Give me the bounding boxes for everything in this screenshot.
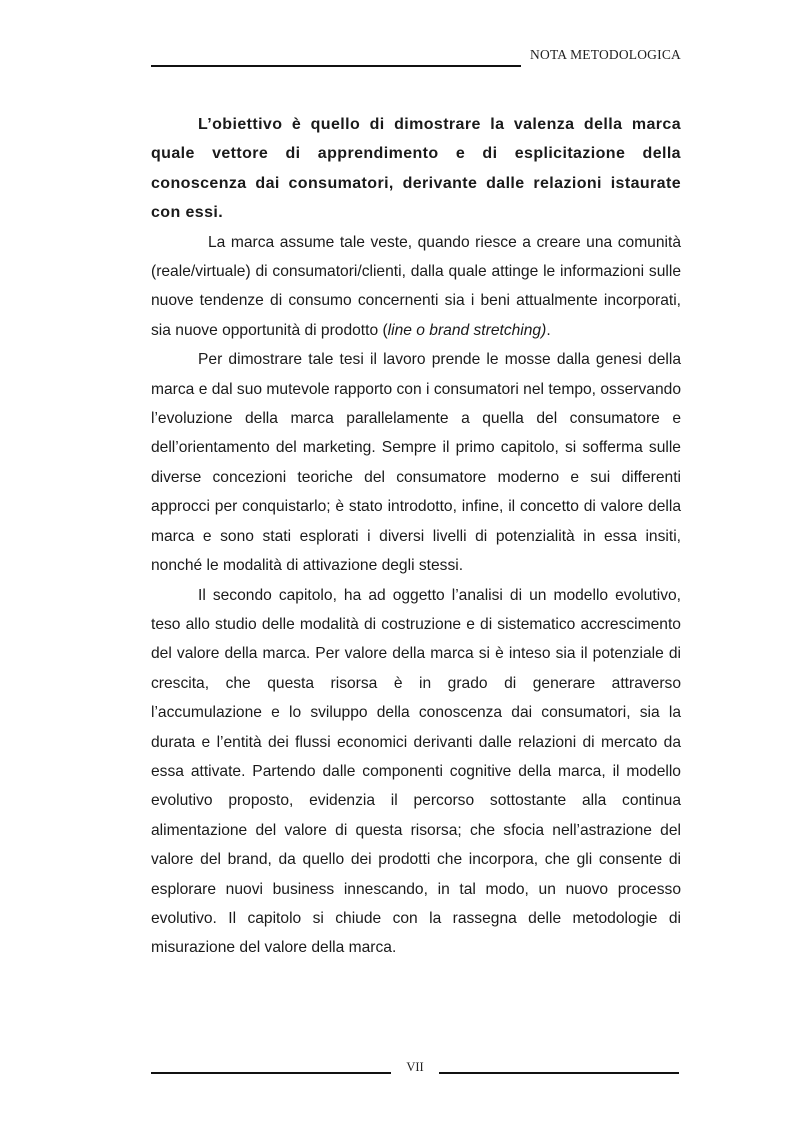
paragraph-2-italic: line o brand stretching) <box>387 321 547 339</box>
paragraph-2-end: . <box>546 321 551 339</box>
paragraph-2 <box>151 228 681 346</box>
page-body <box>151 110 681 963</box>
footer-rule-right <box>439 1072 679 1074</box>
page-number: VII <box>406 1060 424 1074</box>
paragraph-2-text: La marca assume tale veste, quando riesce a creare una comunità (reale/virtuale) di consumatori/clienti, dalla quale attinge le informazioni sulle nuove tendenze di consumo concernenti sia i beni attualmente incorporati, sia nuove opportunità di prodotto ( <box>151 233 681 339</box>
paragraph-3: Per dimostrare tale tesi il lavoro prende le mosse dalla genesi della marca e dal suo mutevole rapporto con i consumatori nel tempo, osservando l’evoluzione della marca parallelamente a quella del consumatore e dell’orientamento del marketing. Sempre il primo capitolo, si sofferma sulle diverse concezioni teoriche del consumatore moderno e sui differenti approcci per conquistarlo; è stato introdotto, infine, il concetto di valore della marca e sono stati esplorati i diversi livelli di potenzialità in essa insiti, nonché le modalità di attivazione degli stessi. <box>151 351 681 575</box>
footer-rule-left <box>151 1072 391 1074</box>
header-rule <box>151 65 521 67</box>
paragraph-4: Il secondo capitolo, ha ad oggetto l’analisi di un modello evolutivo, teso allo studio delle modalità di costruzione e di sistematico accrescimento del valore della marca. Per valore della marca si è inteso sia il potenziale di crescita, che questa risorsa è in grado di generare attraverso l’accumulazione e lo sviluppo della conoscenza dai consumatori, sia la durata e l’entità dei flussi economici derivanti dalle relazioni di mercato da essa attivate. Partendo dalle componenti cognitive della marca, il modello evolutivo proposto, evidenzia il percorso sottostante alla continua alimentazione del valore di questa risorsa; che sfocia nell’astrazione del valore del brand, da quello dei prodotti che incorpora, che gli consente di esplorare nuovi business innescando, in tal modo, un nuovo processo evolutivo. Il capitolo si chiude con la rassegna delle metodologie di misurazione del valore della marca. <box>151 586 681 957</box>
lead-paragraph: L’obiettivo è quello di dimostrare la valenza della marca quale vettore di apprendimento e di esplicitazione della conoscenza dai consumatori, derivante dalle relazioni istaurate con essi. <box>151 116 681 222</box>
running-header-title: NOTA METODOLOGICA <box>530 47 681 62</box>
